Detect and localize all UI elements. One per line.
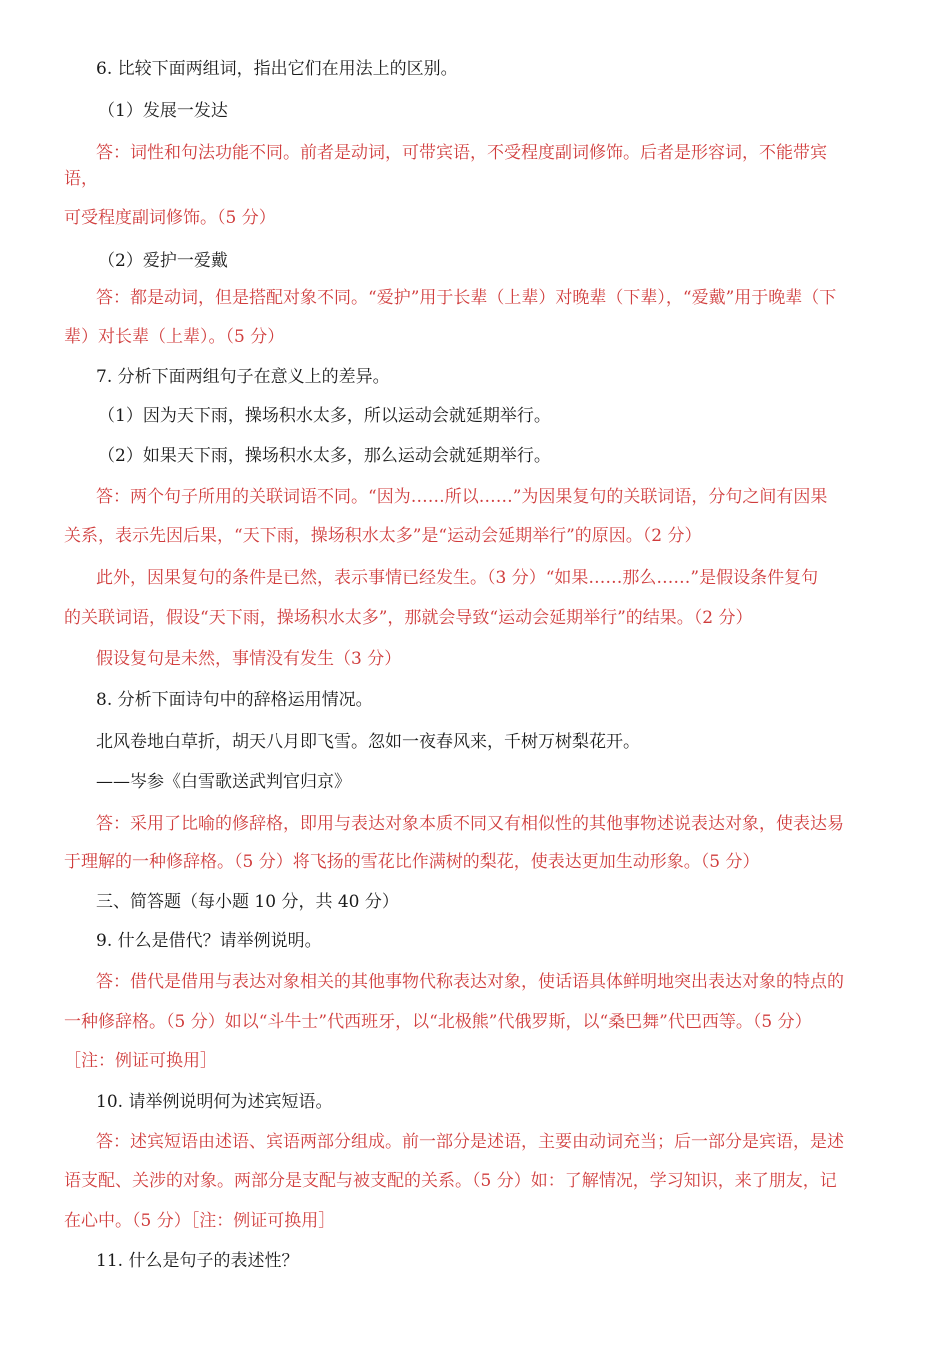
question-6-item-2: （2）爱护一爱戴: [98, 251, 228, 271]
question-6-title: 6. 比较下面两组词，指出它们在用法上的区别。: [96, 59, 458, 79]
answer-7-line-4: 的关联词语，假设“天下雨，操场积水太多”，那就会导致“运动会延期举行”的结果。（2 分）: [64, 608, 753, 628]
answer-6-2-line-1: 答：都是动词，但是搭配对象不同。“爱护”用于长辈（上辈）对晚辈（下辈），“爱戴”用于晚辈（下: [96, 288, 837, 308]
question-7-item-1: （1）因为天下雨，操场积水太多，所以运动会就延期举行。: [98, 406, 551, 426]
section-3-heading: 三、简答题（每小题 10 分，共 40 分）: [96, 892, 399, 912]
answer-7-line-5: 假设复句是未然，事情没有发生（3 分）: [96, 649, 402, 669]
answer-6-2-line-2: 辈）对长辈（上辈）。（5 分）: [64, 327, 285, 347]
question-7-title: 7. 分析下面两组句子在意义上的差异。: [96, 367, 390, 387]
question-10-title: 10. 请举例说明何为述宾短语。: [96, 1092, 333, 1112]
question-8-source: ——岑参《白雪歌送武判官归京》: [96, 772, 351, 792]
answer-6-1-line-1: 答：词性和句法功能不同。前者是动词，可带宾语，不受程度副词修饰。后者是形容词，不能带宾: [96, 143, 827, 163]
answer-6-1-line-2: 语，: [64, 169, 98, 189]
answer-9-line-3: ［注：例证可换用］: [64, 1051, 217, 1071]
question-11-title: 11. 什么是句子的表述性？: [96, 1251, 299, 1271]
answer-6-1-line-3: 可受程度副词修饰。（5 分）: [64, 208, 276, 228]
question-7-item-2: （2）如果天下雨，操场积水太多，那么运动会就延期举行。: [98, 446, 551, 466]
answer-7-line-1: 答：两个句子所用的关联词语不同。“因为……所以……”为因果复句的关联词语，分句之间有因果: [96, 487, 828, 507]
answer-10-line-3: 在心中。（5 分）［注：例证可换用］: [64, 1211, 336, 1231]
answer-9-line-2: 一种修辞格。（5 分）如以“斗牛士”代西班牙，以“北极熊”代俄罗斯，以“桑巴舞”代巴西等。（5 分）: [64, 1012, 812, 1032]
answer-9-line-1: 答：借代是借用与表达对象相关的其他事物代称表达对象，使话语具体鲜明地突出表达对象的特点的: [96, 972, 844, 992]
answer-7-line-2: 关系，表示先因后果，“天下雨，操场积水太多”是“运动会延期举行”的原因。（2 分）: [64, 526, 702, 546]
answer-8-line-2: 于理解的一种修辞格。（5 分）将飞扬的雪花比作满树的梨花，使表达更加生动形象。（5 分）: [64, 852, 760, 872]
question-6-item-1: （1）发展一发达: [98, 101, 228, 121]
question-8-title: 8. 分析下面诗句中的辞格运用情况。: [96, 690, 373, 710]
answer-10-line-1: 答：述宾短语由述语、宾语两部分组成。前一部分是述语，主要由动词充当；后一部分是宾语，是述: [96, 1132, 844, 1152]
answer-8-line-1: 答：采用了比喻的修辞格，即用与表达对象本质不同又有相似性的其他事物述说表达对象，使表达易: [96, 814, 844, 834]
question-9-title: 9. 什么是借代？请举例说明。: [96, 931, 322, 951]
answer-7-line-3: 此外，因果复句的条件是已然，表示事情已经发生。（3 分）“如果……那么……”是假设条件复句: [96, 568, 819, 588]
answer-10-line-2: 语支配、关涉的对象。两部分是支配与被支配的关系。（5 分）如：了解情况，学习知识，来了朋友，记: [64, 1171, 837, 1191]
question-8-poem: 北风卷地白草折，胡天八月即飞雪。忽如一夜春风来，千树万树梨花开。: [96, 732, 640, 752]
